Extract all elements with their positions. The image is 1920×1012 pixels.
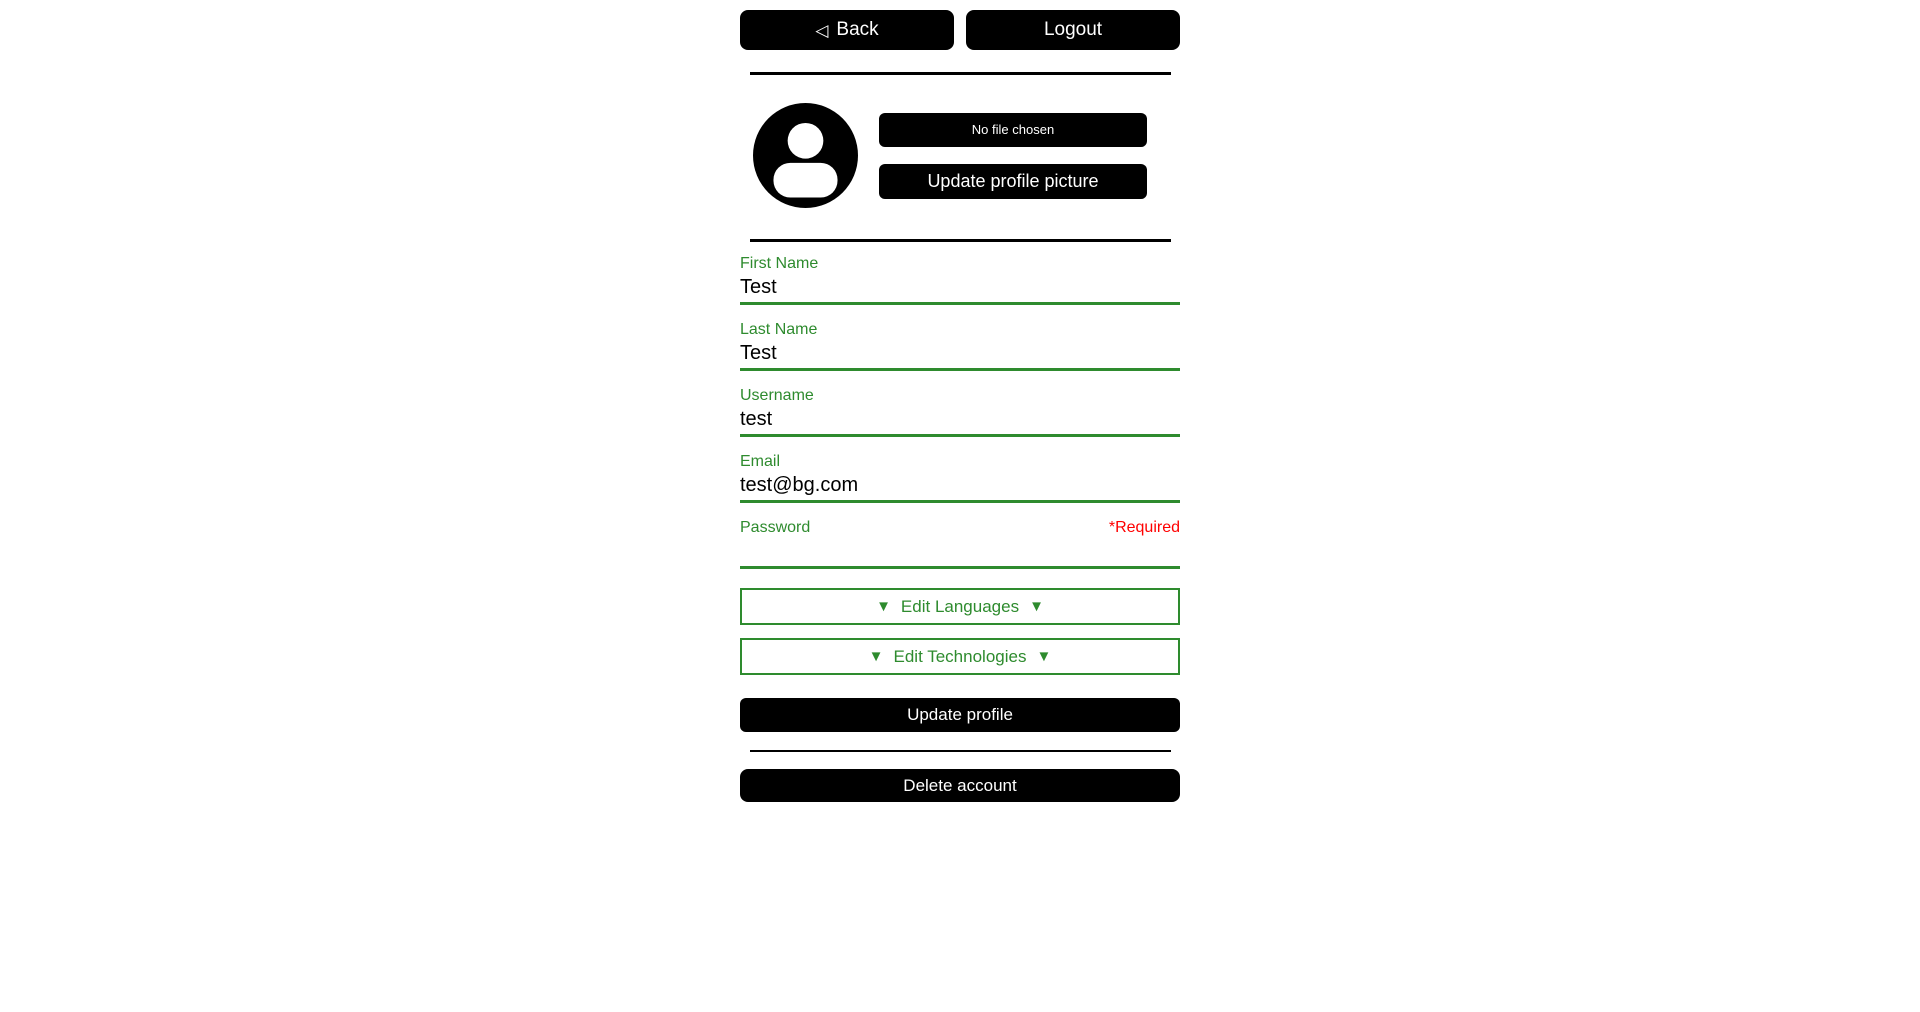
email-label: Email xyxy=(740,453,781,470)
password-required-note: *Required xyxy=(1108,519,1180,536)
last-name-field-group xyxy=(740,321,1180,371)
update-profile-label: Update profile xyxy=(907,705,1013,724)
user-avatar-icon xyxy=(753,103,858,208)
triangle-down-icon: ▼ xyxy=(876,598,891,615)
first-name-label: First Name xyxy=(740,255,819,272)
last-name-label: Last Name xyxy=(740,321,818,338)
picture-controls xyxy=(879,113,1147,199)
file-input-status-text: No file chosen xyxy=(971,122,1055,137)
delete-account-button[interactable] xyxy=(740,769,1180,802)
avatar-section xyxy=(740,103,1180,208)
edit-languages-label: Edit Languages xyxy=(900,596,1020,616)
edit-languages-button[interactable] xyxy=(740,588,1180,625)
update-profile-button[interactable] xyxy=(740,698,1180,732)
back-button-label: Back xyxy=(836,19,879,40)
divider-avatar xyxy=(750,239,1171,242)
first-name-input[interactable] xyxy=(740,275,1180,305)
divider-top xyxy=(750,72,1171,75)
update-picture-button[interactable] xyxy=(879,164,1147,199)
triangle-down-icon: ▼ xyxy=(868,648,884,665)
back-triangle-icon: ◁ xyxy=(815,20,829,40)
delete-account-label: Delete account xyxy=(903,775,1017,795)
profile-form xyxy=(740,255,1180,732)
triangle-down-icon: ▼ xyxy=(1029,598,1044,615)
username-field-group xyxy=(740,387,1180,437)
profile-picture-file-input[interactable] xyxy=(879,113,1147,147)
back-button[interactable] xyxy=(740,10,954,50)
top-button-row xyxy=(740,10,1180,50)
logout-button[interactable] xyxy=(966,10,1180,50)
username-input[interactable] xyxy=(740,407,1180,437)
username-label: Username xyxy=(740,387,814,404)
profile-page xyxy=(740,0,1180,802)
edit-technologies-label: Edit Technologies xyxy=(893,646,1027,666)
divider-danger xyxy=(750,750,1171,752)
password-label: Password xyxy=(740,519,811,536)
triangle-down-icon: ▼ xyxy=(1036,648,1052,665)
edit-technologies-button[interactable] xyxy=(740,638,1180,675)
email-field-group xyxy=(740,453,1180,503)
last-name-input[interactable] xyxy=(740,341,1180,371)
password-input[interactable] xyxy=(740,539,1180,569)
email-input[interactable] xyxy=(740,473,1180,503)
password-field-group xyxy=(740,519,1180,569)
update-picture-label: Update profile picture xyxy=(927,170,1099,191)
first-name-field-group xyxy=(740,255,1180,305)
logout-button-label: Logout xyxy=(1043,19,1103,40)
